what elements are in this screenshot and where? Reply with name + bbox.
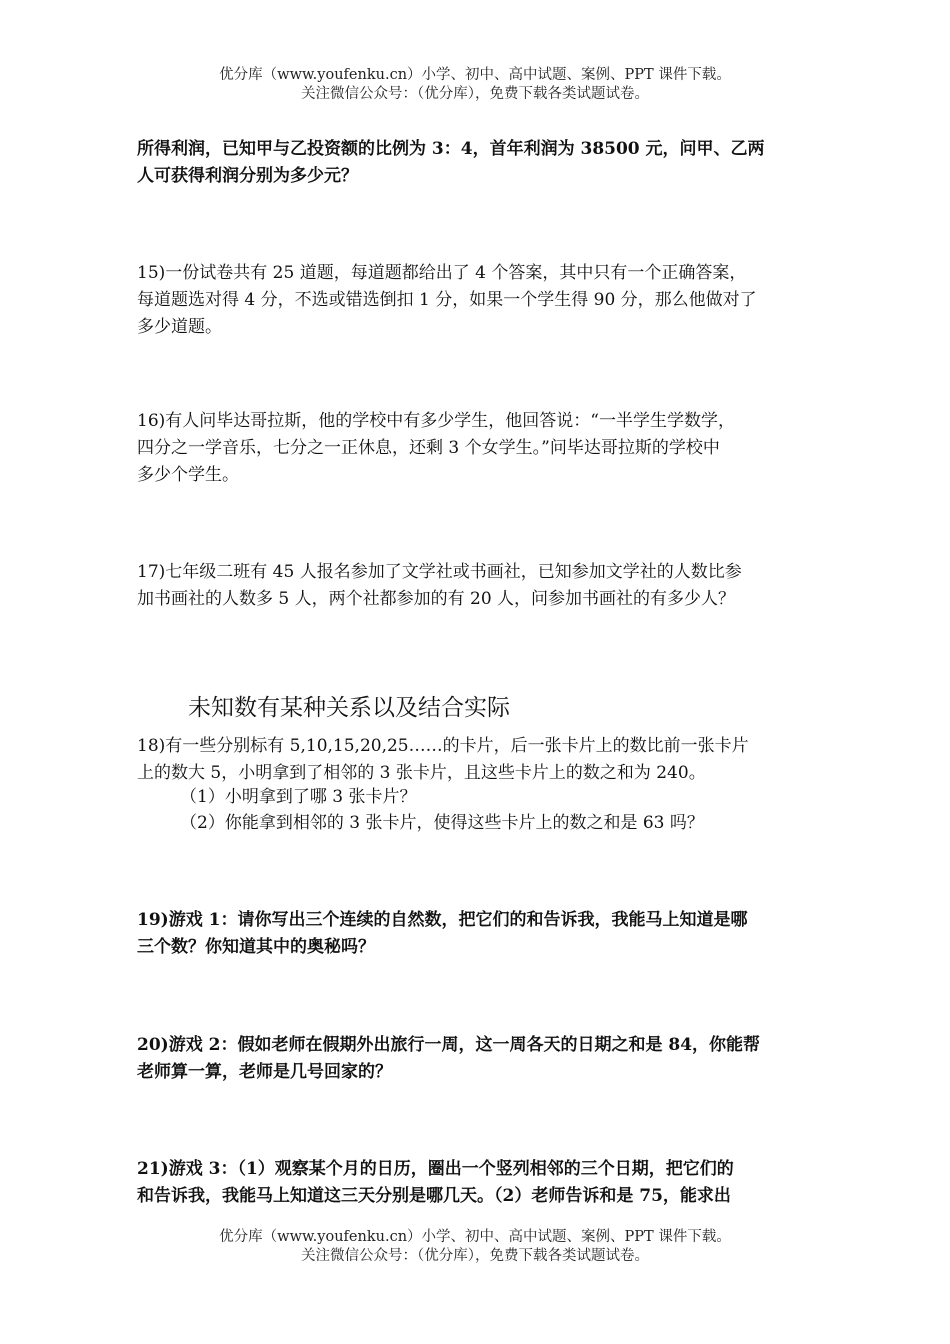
- text-line: 21)游戏 3：（1）观察某个月的日历，圈出一个竖列相邻的三个日期，把它们的: [137, 1159, 734, 1179]
- text-line: 四分之一学音乐，七分之一正休息，还剩 3 个女学生。”问毕达哥拉斯的学校中: [137, 438, 720, 458]
- text-line: 16)有人问毕达哥拉斯，他的学校中有多少学生，他回答说：“一半学生学数学，: [137, 411, 735, 431]
- footer-line-1: 优分库（www.youfenku.cn）小学、初中、高中试题、案例、PPT 课件下载。: [219, 1229, 731, 1245]
- text-line: 17)七年级二班有 45 人报名参加了文学社或书画社，已知参加文学社的人数比参: [137, 562, 742, 582]
- text-line: 人可获得利润分别为多少元？: [137, 166, 358, 186]
- text-line: 加书画社的人数多 5 人，两个社都参加的有 20 人，问参加书画社的有多少人？: [137, 589, 736, 609]
- text-line: 老师算一算，老师是几号回家的？: [137, 1062, 392, 1082]
- text-line: 19)游戏 1：请你写出三个连续的自然数，把它们的和告诉我，我能马上知道是哪: [137, 910, 748, 930]
- text-line: 多少个学生。: [137, 465, 239, 485]
- text-line: 和告诉我，我能马上知道这三天分别是哪几天。（2）老师告诉和是 75，能求出: [137, 1186, 731, 1206]
- text-line: 18)有一些分别标有 5,10,15,20,25……的卡片，后一张卡片上的数比前一张卡片: [137, 736, 749, 756]
- header-line-1: 优分库（www.youfenku.cn）小学、初中、高中试题、案例、PPT 课件下载。: [219, 67, 731, 83]
- question-16: [137, 408, 827, 489]
- question-14-continuation: [137, 136, 827, 190]
- question-19: [137, 907, 827, 961]
- question-21: [137, 1156, 827, 1210]
- text-line: 三个数？你知道其中的奥秘吗？: [137, 937, 375, 957]
- text-line: 每道题选对得 4 分，不选或错选倒扣 1 分，如果一个学生得 90 分，那么他做对了: [137, 290, 757, 310]
- header-line-2: 关注微信公众号：（优分库），免费下载各类试题试卷。: [301, 86, 649, 102]
- footer-line-2: 关注微信公众号：（优分库），免费下载各类试题试卷。: [301, 1248, 649, 1264]
- text-line: 15)一份试卷共有 25 道题，每道题都给出了 4 个答案，其中只有一个正确答案，: [137, 263, 747, 283]
- text-line: 所得利润，已知甲与乙投资额的比例为 3：4，首年利润为 38500 元，问甲、乙两: [137, 139, 765, 159]
- text-line: 20)游戏 2：假如老师在假期外出旅行一周，这一周各天的日期之和是 84，你能帮: [137, 1035, 761, 1055]
- page-header: [0, 66, 950, 104]
- text-line: 上的数大 5，小明拿到了相邻的 3 张卡片，且这些卡片上的数之和为 240。: [137, 763, 706, 783]
- question-15: [137, 260, 827, 341]
- question-20: [137, 1032, 827, 1086]
- question-18-part-1: （1）小明拿到了哪 3 张卡片？: [180, 787, 417, 807]
- text-line: 多少道题。: [137, 317, 222, 337]
- question-18: [137, 733, 827, 787]
- question-17: [137, 559, 827, 613]
- section-title: 未知数有某种关系以及结合实际: [188, 695, 510, 721]
- page-footer: [0, 1228, 950, 1266]
- question-18-part-2: （2）你能拿到相邻的 3 张卡片，使得这些卡片上的数之和是 63 吗？: [180, 813, 704, 833]
